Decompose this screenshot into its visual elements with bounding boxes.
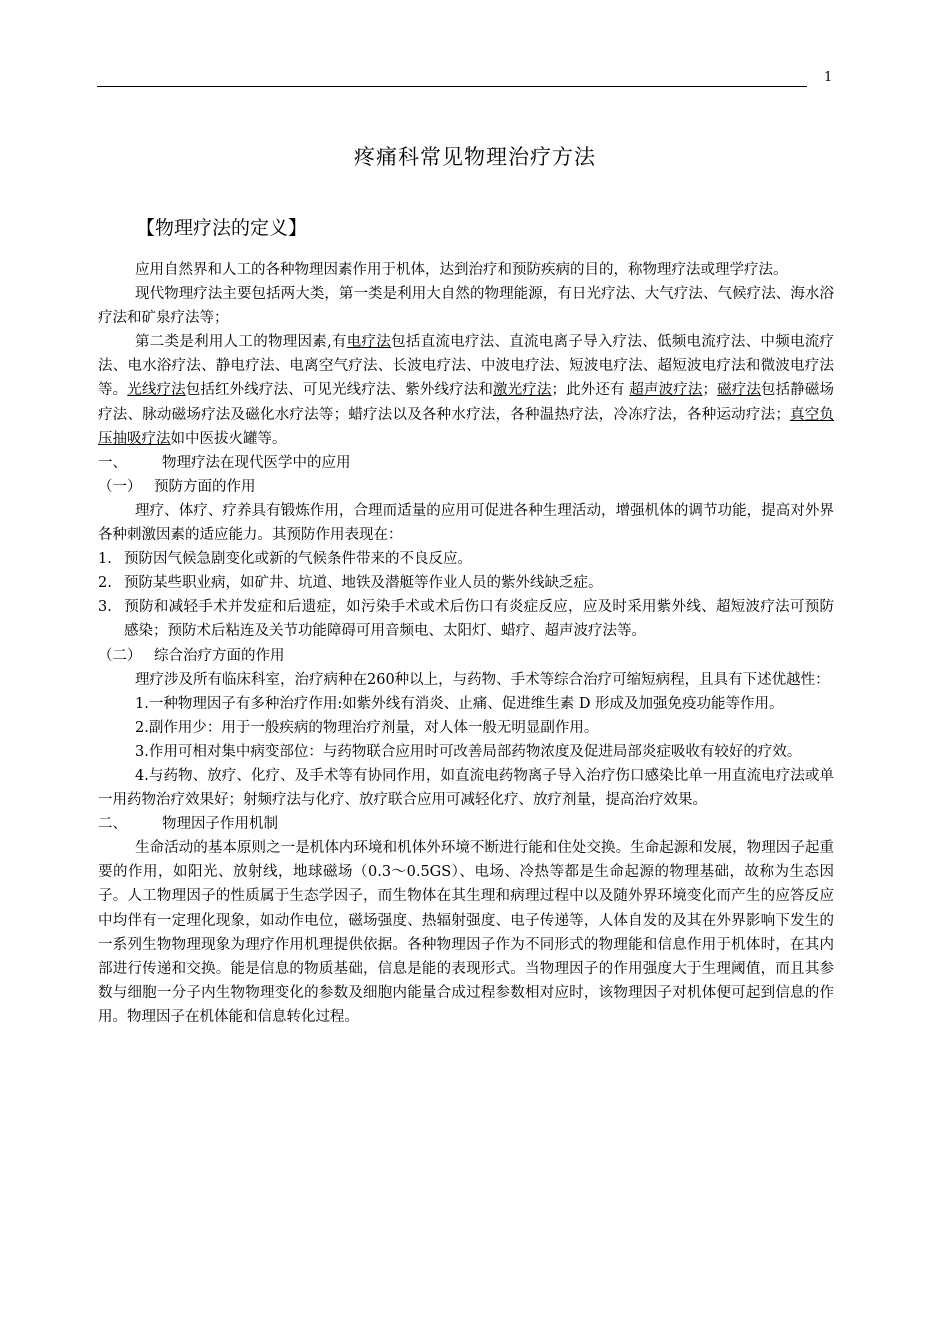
text-run: 包括直流电疗法、直流电离子导入疗法、低频电流疗法、中频电流疗法、电水浴疗法、静电疗法、电离空气疗法、长波电疗法、中波电疗法、短波电疗法、超短波电疗法和微波电疗法等。 [98, 334, 835, 399]
underlined-term-ultrasound: 超声波疗法 [629, 382, 703, 399]
subsection-number: （一） [98, 478, 142, 495]
paragraph-natural-therapies: 现代物理疗法主要包括两大类，第一类是利用大自然的物理能源，有日光疗法、大气疗法、气候疗法、海水浴疗法和矿泉疗法等； [98, 286, 834, 327]
subsection-title: 预防方面的作用 [154, 478, 256, 495]
paragraph-artificial-therapies [98, 330, 834, 450]
page-number: 1 [824, 70, 833, 85]
paragraph-definition: 应用自然界和人工的各种物理因素作用于机体，达到治疗和预防疾病的目的，称物理疗法或理学疗法。 [135, 262, 788, 278]
section-title: 物理疗法在现代医学中的应用 [162, 454, 351, 471]
section-number: 二、 [98, 816, 127, 833]
underlined-term-magnetotherapy: 磁疗法 [717, 382, 762, 399]
document-body [98, 258, 834, 1029]
header-rule [97, 86, 807, 87]
list-number: 1. [98, 551, 112, 568]
section-2-heading [98, 812, 834, 836]
advantage-point: 3.作用可相对集中病变部位：与药物联合应用时可改善局部药物浓度及促进局部炎症吸收有较好的疗效。 [135, 743, 802, 760]
paragraph-prevention: 理疗、体疗、疗养具有锻炼作用，合理而适量的应用可促进各种生理活动，增强机体的调节功能，提高对外界各种刺激因素的适应能力。其预防作用表现在： [98, 502, 834, 544]
list-text: 预防因气候急剧变化或新的气候条件带来的不良反应。 [124, 551, 472, 568]
list-item [98, 547, 834, 571]
subsection-title: 综合治疗方面的作用 [154, 647, 285, 664]
list-number: 2. [98, 575, 112, 592]
document-title: 疼痛科常见物理治疗方法 [354, 145, 596, 169]
section-title: 物理因子作用机制 [162, 816, 278, 833]
underlined-term-laser: 激光疗法 [492, 382, 552, 399]
underlined-term-electrotherapy: 电疗法 [346, 334, 392, 351]
underlined-term-vacuum: 真空负压抽吸疗法 [98, 406, 835, 447]
list-text: 预防某些职业病，如矿井、坑道、地铁及潜艇等作业人员的紫外线缺乏症。 [124, 575, 603, 592]
text-run: 第二类是利用人工的物理因素,有 [135, 334, 347, 351]
section-1-heading [98, 451, 834, 475]
subsection-prevention-heading [98, 475, 834, 499]
paragraph-mechanism: 生命活动的基本原则之一是机体内环境和机体外环境不断进行能和住处交换。生命起源和发展，物理因子起重要的作用，如阳光、放射线，地球磁场（0.3～0.5GS）、电场、冷热等都是生命起源的物理基础，故称为生态因子。人工物理因子的性质属于生态学因子，而生物体在其生理和病理过程中以及随外界环境变化而产生的应答反应中均伴有一定理化现象，如动作电位，磁场强度、热辐射强度、电子传递等，人体自发的及其在外界影响下发生的一系列生物物理现象为理疗作用机理提供依据。各种物理因子作为不同形式的物理能和信息作用于机体时，在其内部进行传递和交换。能是信息的物质基础，信息是能的表现形式。当物理因子的作用强度大于生理阈值，而且其参数与细胞一分子内生物物理变化的参数及细胞内能量合成过程参数相对应时，该物理因子对机体便可起到信息的作用。物理因子在机体能和信息转化过程。 [98, 840, 834, 1025]
advantage-point: 1.一种物理因子有多种治疗作用:如紫外线有消炎、止痛、促进维生素 D 形成及加强免疫功能等作用。 [135, 695, 784, 712]
advantage-point: 4.与药物、放疗、化疗、及手术等有协同作用，如直流电药物离子导入治疗伤口感染比单一用直流电疗法或单一用药物治疗效果好；射频疗法与化疗、放疗联合应用可减轻化疗、放疗剂量，提高治疗效果。 [98, 767, 834, 809]
underlined-term-phototherapy: 光线疗法 [127, 382, 186, 399]
list-item [98, 595, 834, 643]
text-run: 如中医拔火罐等。 [170, 430, 287, 447]
list-number: 3. [98, 599, 112, 616]
subsection-number: （二） [98, 647, 142, 664]
advantage-point: 2.副作用少：用于一般疾病的物理治疗剂量，对人体一般无明显副作用。 [135, 719, 599, 736]
text-run: ；此外还有 [551, 382, 630, 399]
section-number: 一、 [98, 454, 127, 471]
section-heading: 【物理疗法的定义】 [136, 217, 308, 239]
paragraph-treatment: 理疗涉及所有临床科室，治疗病种在260种以上，与药物、手术等综合治疗可缩短病程，且具有下述优越性： [135, 671, 830, 688]
text-run: ； [702, 382, 718, 399]
text-run: 包括红外线疗法、可见光线疗法、紫外线疗法和 [185, 382, 493, 399]
subsection-treatment-heading [98, 644, 834, 668]
text-run: 包括静磁场疗法、脉动磁场疗法及磁化水疗法等；蜡疗法以及各种水疗法，各种温热疗法，冷冻疗法，各种运动疗法； [98, 382, 835, 423]
list-text: 预防和减轻手术并发症和后遗症，如污染手术或术后伤口有炎症反应，应及时采用紫外线、超短波疗法可预防感染；预防术后粘连及关节功能障碍可用音频电、太阳灯、蜡疗、超声波疗法等。 [124, 599, 834, 640]
list-item [98, 571, 834, 595]
